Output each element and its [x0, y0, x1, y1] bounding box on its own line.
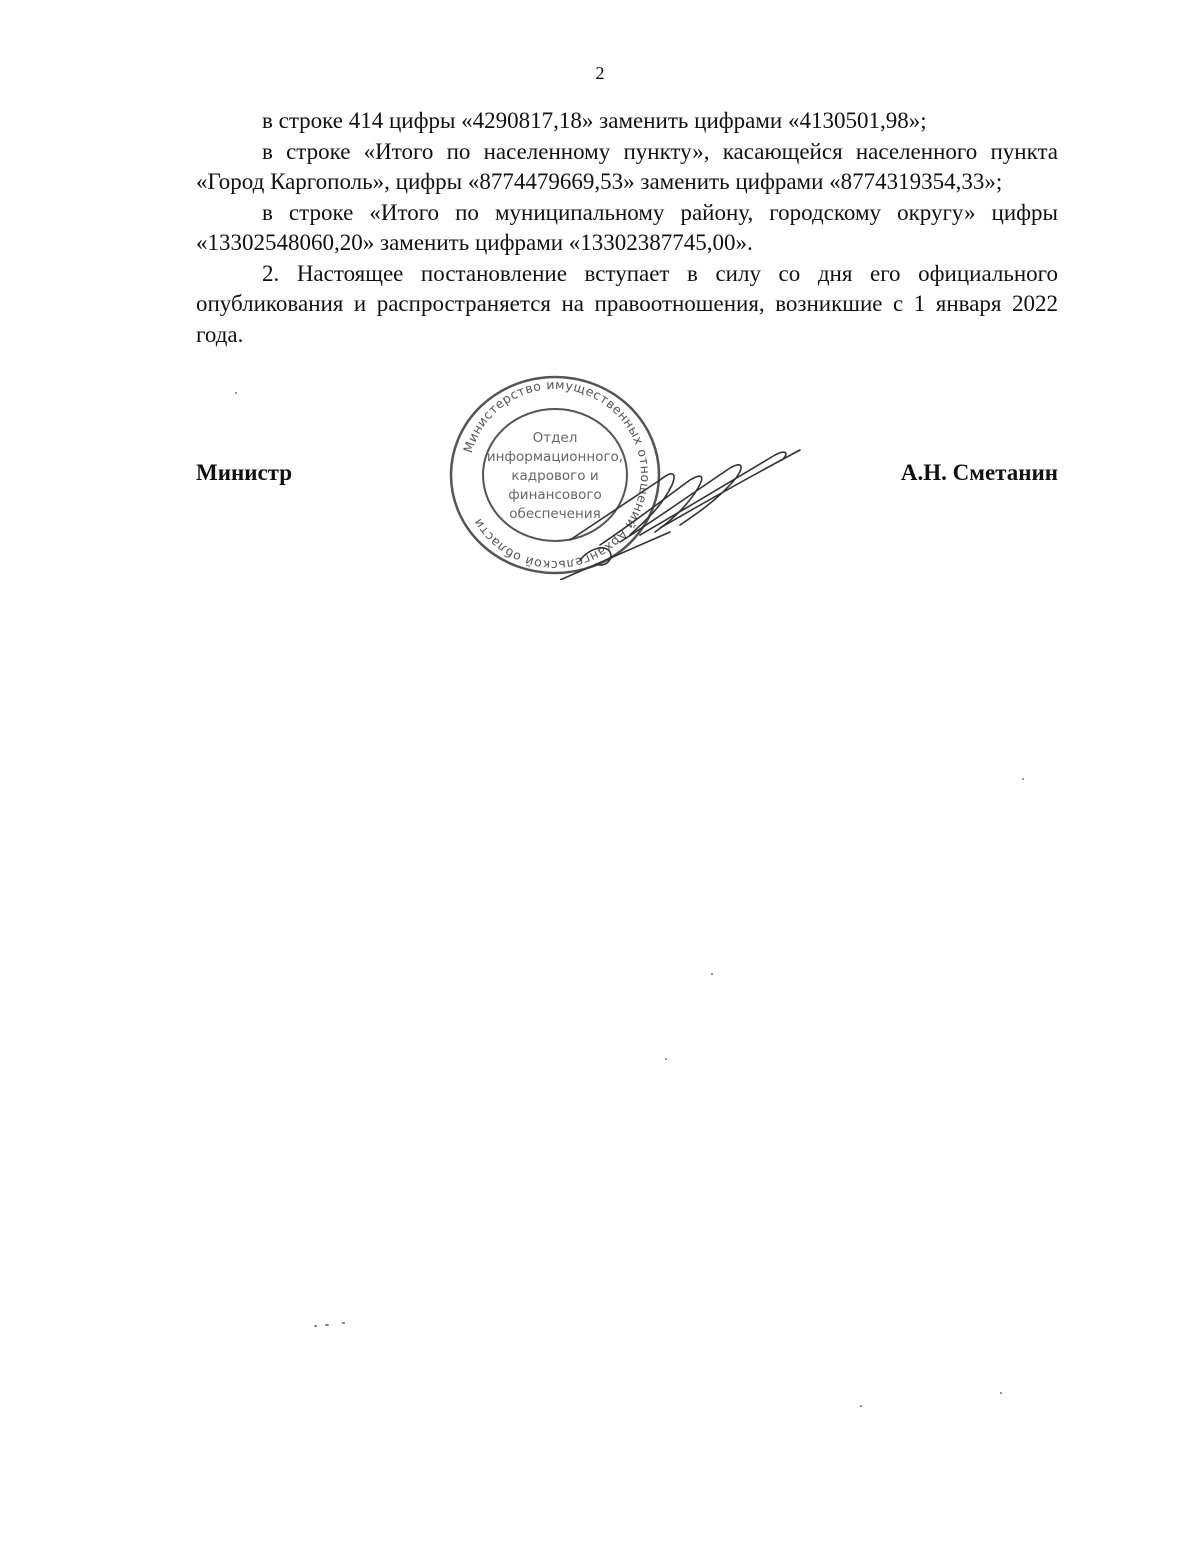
signatory-title: Министр: [196, 460, 293, 485]
speck: [1000, 1392, 1002, 1394]
document-body: [196, 106, 1058, 350]
signature-block: [196, 460, 1058, 500]
paragraph-line-414: в строке 414 цифры «4290817,18» заменить цифрами «4130501,98»;: [262, 108, 927, 133]
paragraph-effective-date: 2. Настоящее постановление вступает в силу со дня его официального опубликования и распространяется на правоотношения, возникшие с 1 января 2022 года.: [196, 260, 1058, 347]
speck: [235, 392, 237, 394]
stamp-line-4: финансового: [508, 487, 602, 503]
speck: [711, 973, 713, 975]
speck: [665, 1058, 667, 1060]
speck: [1022, 778, 1024, 780]
speck: [342, 1322, 345, 1324]
paragraph-district-total: в строке «Итого по муниципальному району, городскому округу» цифры «13302548060,20» заменить цифрами «13302387745,00».: [196, 199, 1058, 255]
stamp-line-5: обеспечения: [509, 506, 601, 522]
page-number: 2: [595, 63, 605, 83]
stamp-line-2: информационного,: [486, 449, 624, 465]
speck: [325, 1324, 329, 1326]
stamp-ring-text: Министерство имущественных отношений Архангельской области: [460, 376, 654, 574]
stamp-line-3: кадрового и: [511, 468, 599, 484]
stamp-line-1: Отдел: [532, 430, 578, 446]
paragraph-settlement-total: в строке «Итого по населенному пункту», касающейся населенного пункта «Город Каргополь», цифры «8774479669,53» заменить цифрами «8774319354,33»;: [196, 138, 1058, 194]
signatory-name: А.Н. Сметанин: [900, 460, 1058, 485]
speck: [314, 1325, 317, 1327]
speck: [860, 1405, 862, 1407]
